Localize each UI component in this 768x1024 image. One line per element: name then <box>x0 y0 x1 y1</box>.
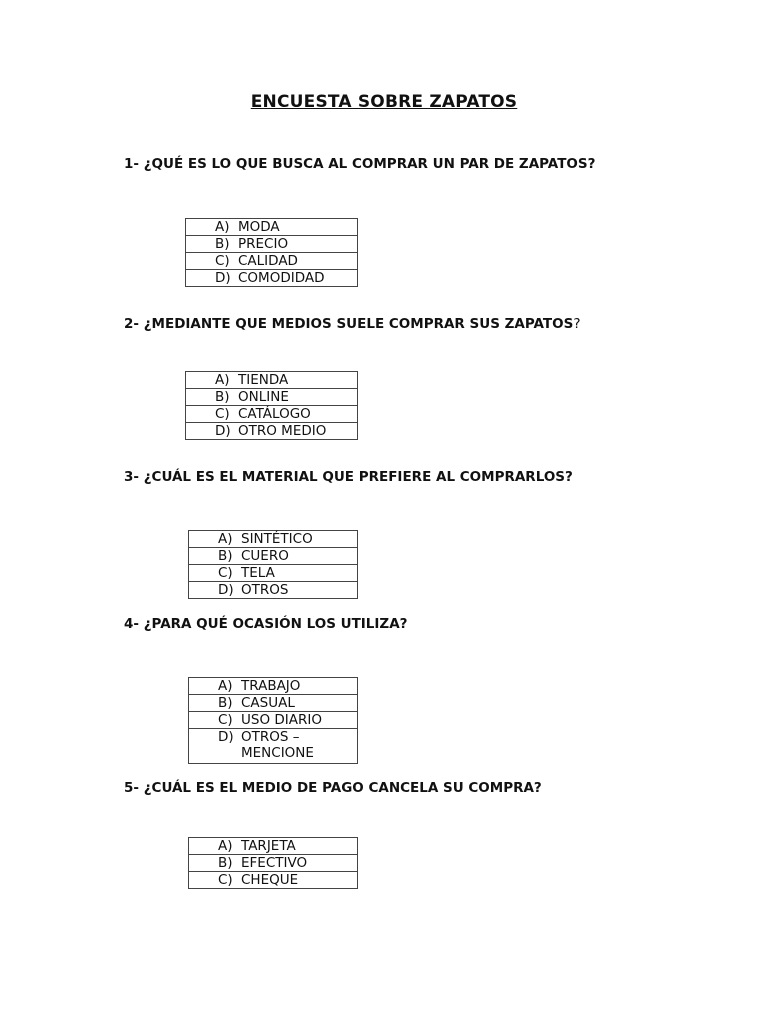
question-text: ¿CUÁL ES EL MATERIAL QUE PREFIERE AL COMPRARLOS? <box>143 469 573 485</box>
question-text: ¿QUÉ ES LO QUE BUSCA AL COMPRAR UN PAR DE ZAPATOS? <box>143 156 596 172</box>
option-letter: C) <box>218 872 233 888</box>
options-table-4 <box>188 677 358 764</box>
option-text: CUERO <box>241 548 289 564</box>
option-text: OTROS – <box>241 729 300 745</box>
option-text: MODA <box>238 219 280 235</box>
question-text: ¿CUÁL ES EL MEDIO DE PAGO CANCELA SU COMPRA? <box>143 780 542 796</box>
option-row[interactable] <box>186 406 358 423</box>
question-number: 3- <box>124 469 139 485</box>
option-row[interactable] <box>189 712 358 729</box>
option-letter: B) <box>215 389 230 405</box>
option-text: CHEQUE <box>241 872 299 888</box>
option-row[interactable] <box>186 270 358 287</box>
option-letter: B) <box>218 548 233 564</box>
option-text: CATÁLOGO <box>238 406 311 422</box>
option-letter: A) <box>218 838 233 854</box>
option-row[interactable] <box>189 855 358 872</box>
option-letter: A) <box>218 531 233 547</box>
option-row[interactable] <box>189 565 358 582</box>
option-row[interactable] <box>189 838 358 855</box>
option-row[interactable] <box>186 372 358 389</box>
option-letter: A) <box>215 372 230 388</box>
options-table-5 <box>188 837 358 889</box>
option-letter: B) <box>218 695 233 711</box>
option-letter: D) <box>215 270 231 286</box>
option-text: TARJETA <box>241 838 296 854</box>
question-5 <box>124 780 542 796</box>
option-letter: B) <box>218 855 233 871</box>
question-number: 5- <box>124 780 139 796</box>
option-text: TIENDA <box>238 372 289 388</box>
option-text: CASUAL <box>241 695 295 711</box>
option-row[interactable] <box>189 729 358 764</box>
option-letter: A) <box>215 219 230 235</box>
option-text: ONLINE <box>238 389 289 405</box>
question-text: ¿PARA QUÉ OCASIÓN LOS UTILIZA? <box>143 616 408 632</box>
option-text: PRECIO <box>238 236 289 252</box>
option-text: COMODIDAD <box>238 270 325 286</box>
question-2 <box>124 316 581 332</box>
options-table-3 <box>188 530 358 599</box>
option-row[interactable] <box>186 253 358 270</box>
option-row[interactable] <box>189 548 358 565</box>
option-text: TRABAJO <box>241 678 301 694</box>
option-row[interactable] <box>186 236 358 253</box>
option-letter: C) <box>218 565 233 581</box>
option-letter: D) <box>218 729 234 745</box>
option-text-continued: MENCIONE <box>241 745 314 761</box>
option-row[interactable] <box>189 531 358 548</box>
question-3 <box>124 469 573 485</box>
options-table-1 <box>185 218 358 287</box>
option-row[interactable] <box>186 423 358 440</box>
question-mark: ? <box>573 316 581 332</box>
option-text: USO DIARIO <box>241 712 322 728</box>
option-text: EFECTIVO <box>241 855 308 871</box>
option-letter: A) <box>218 678 233 694</box>
option-letter: B) <box>215 236 230 252</box>
option-text: CALIDAD <box>238 253 298 269</box>
option-letter: C) <box>218 712 233 728</box>
option-row[interactable] <box>186 389 358 406</box>
question-text: ¿MEDIANTE QUE MEDIOS SUELE COMPRAR SUS ZAPATOS <box>143 316 574 332</box>
option-row[interactable] <box>189 872 358 889</box>
question-4 <box>124 616 408 632</box>
question-number: 1- <box>124 156 139 172</box>
option-letter: C) <box>215 253 230 269</box>
option-letter: D) <box>215 423 231 439</box>
question-1 <box>124 156 595 172</box>
option-row[interactable] <box>189 582 358 599</box>
option-text: OTRO MEDIO <box>238 423 327 439</box>
page-title: ENCUESTA SOBRE ZAPATOS <box>250 92 518 112</box>
option-row[interactable] <box>189 678 358 695</box>
option-text: SINTÉTICO <box>241 531 313 547</box>
option-text: TELA <box>241 565 275 581</box>
option-row[interactable] <box>189 695 358 712</box>
option-letter: C) <box>215 406 230 422</box>
option-letter: D) <box>218 582 234 598</box>
options-table-2 <box>185 371 358 440</box>
question-number: 4- <box>124 616 139 632</box>
option-row[interactable] <box>186 219 358 236</box>
question-number: 2- <box>124 316 139 332</box>
option-text: OTROS <box>241 582 289 598</box>
